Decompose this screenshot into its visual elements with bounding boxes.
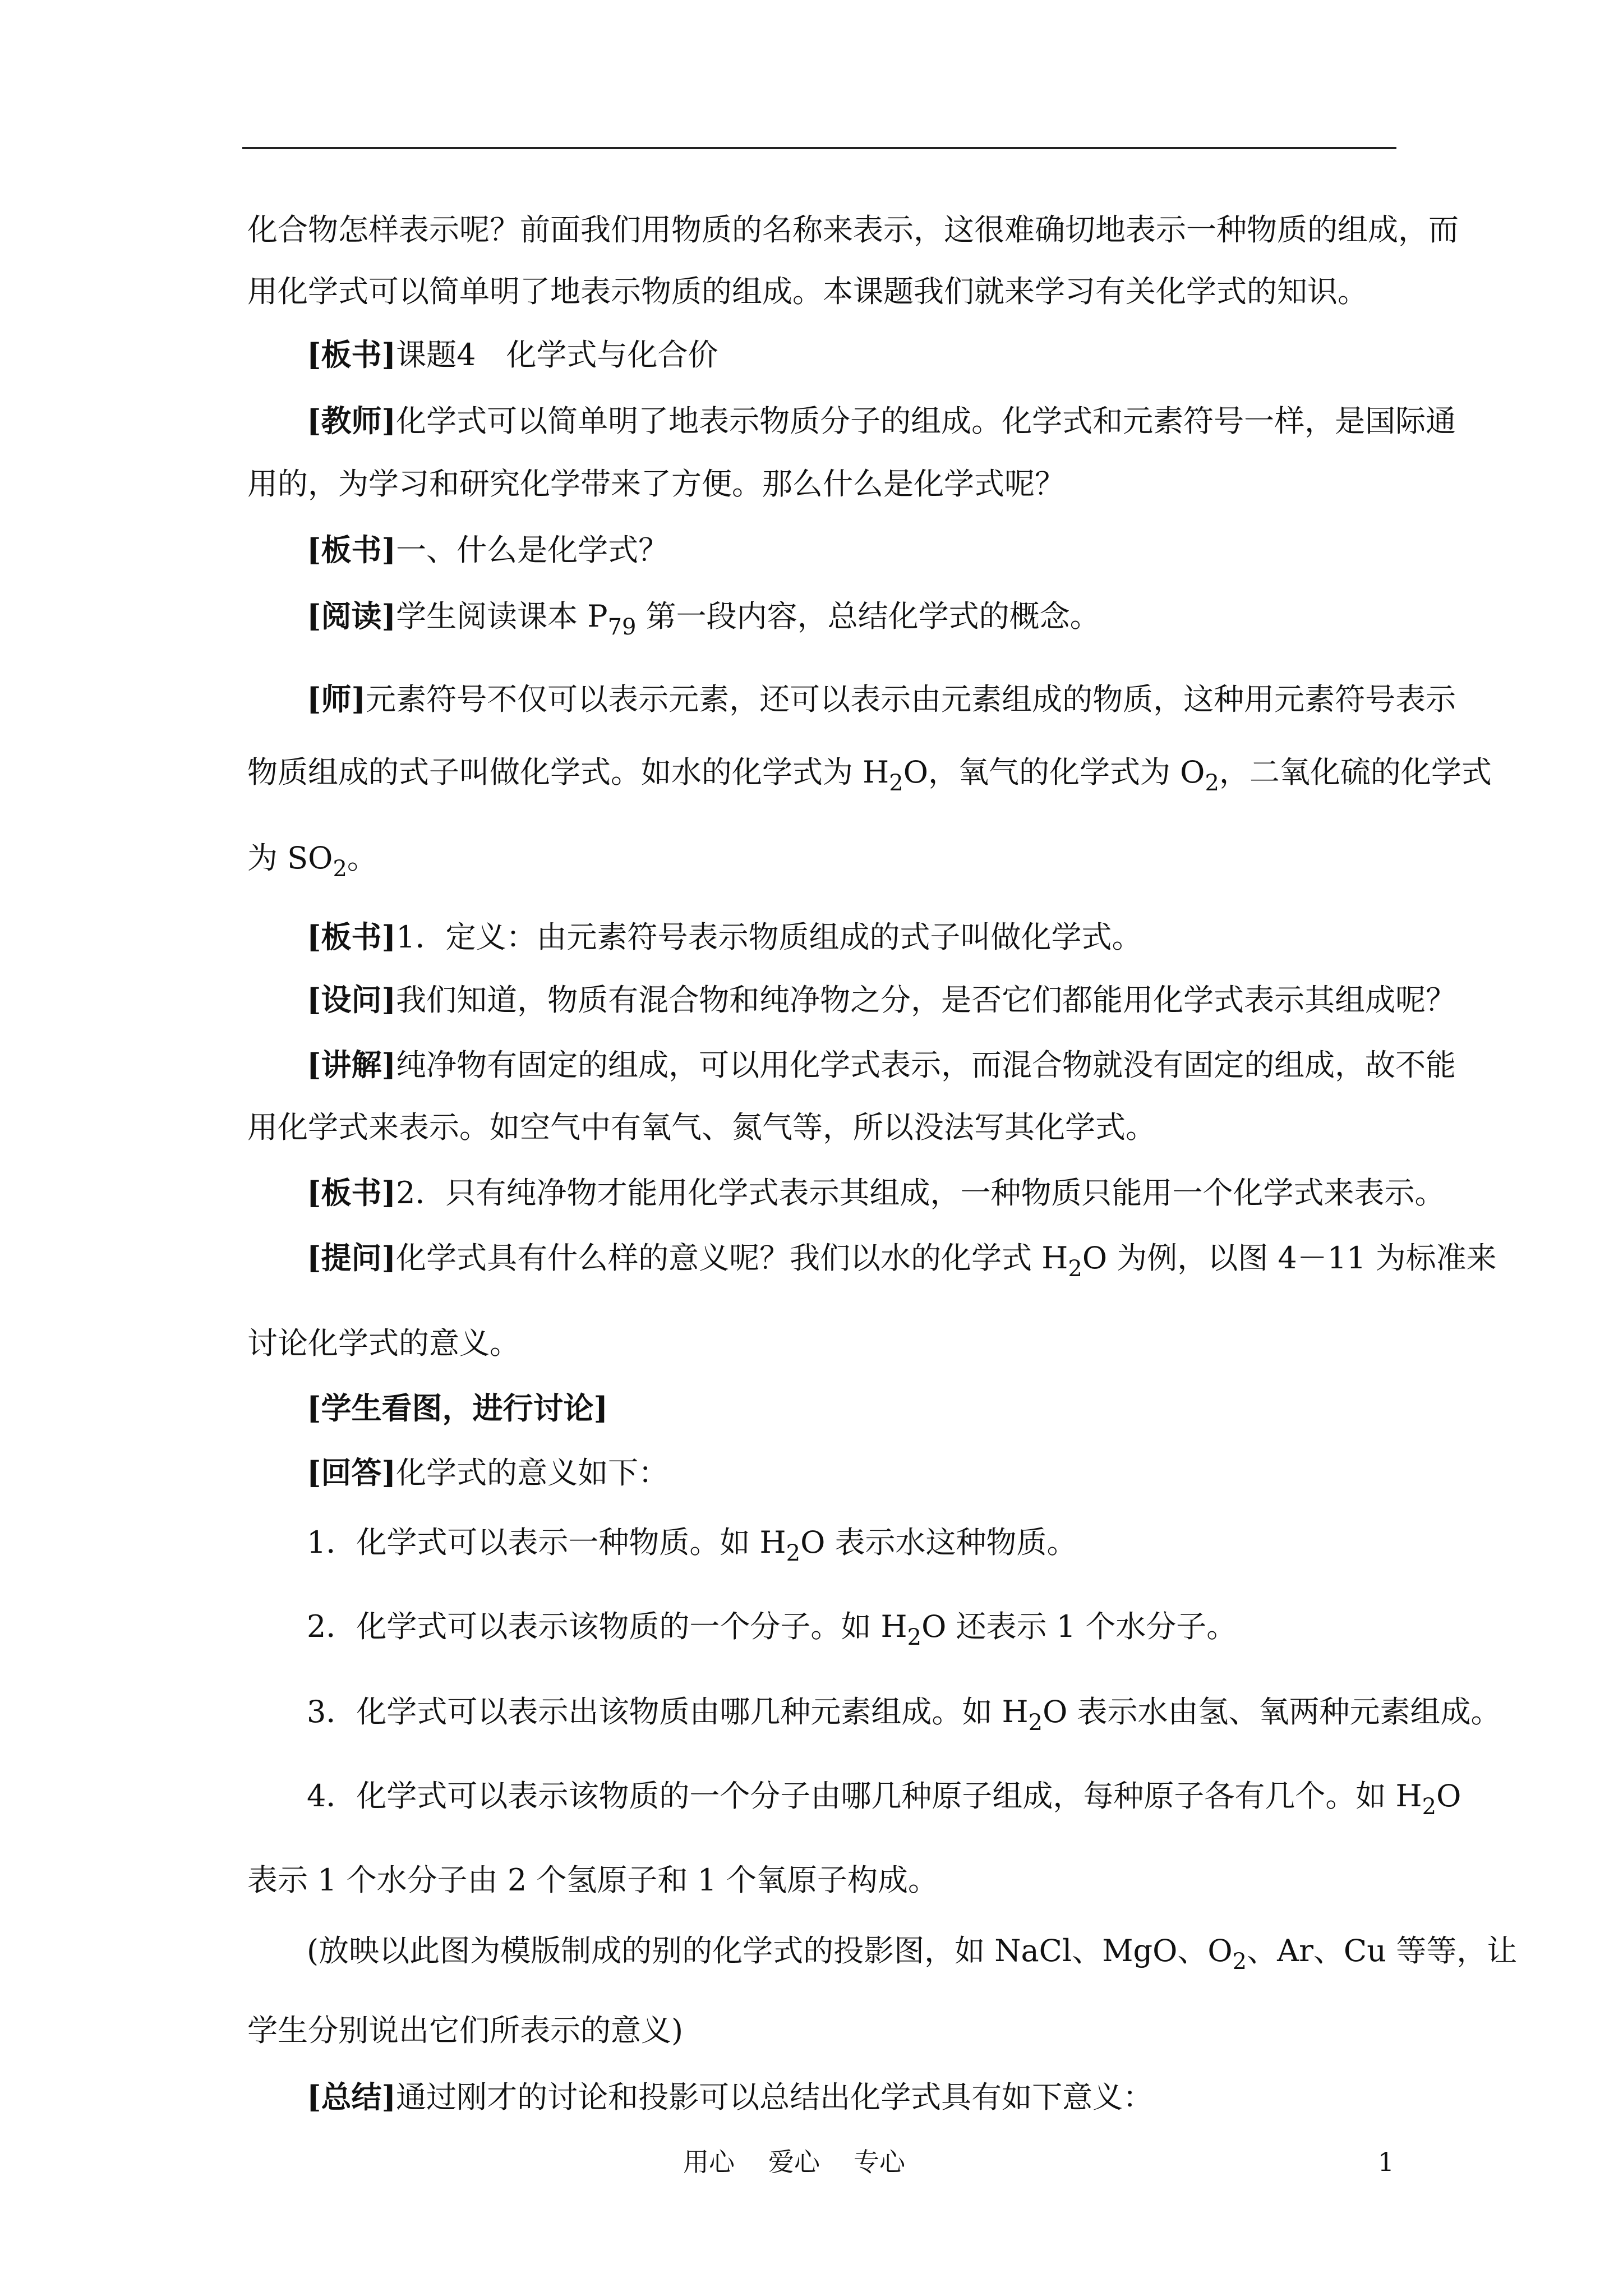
section-tag: [设问]	[307, 982, 396, 1018]
section-tag: [学生看图，进行讨论]	[307, 1390, 608, 1426]
reading-line: [阅读]学生阅读课本 $P_{79}$ 第一段内容，总结化学式的概念。	[307, 598, 1100, 640]
section-tag: [板书]	[307, 1175, 396, 1211]
explanation-line: [讲解]纯净物有固定的组成，可以用化学式表示，而混合物就没有固定的组成，故不能	[307, 1047, 1456, 1083]
question-line: [提问]化学式具有什么样的意义呢？我们以水的化学式 $H_2O$ 为例，以图 4－11 为标准来	[307, 1240, 1497, 1282]
section-tag: [提问]	[307, 1240, 396, 1276]
board-note-line: [板书]2．只有纯净物才能用化学式表示其组成，一种物质只能用一个化学式来表示。	[307, 1175, 1445, 1211]
footer-slogan: 专心	[854, 2147, 905, 2177]
summary-line: [总结]通过刚才的讨论和投影可以总结出化学式具有如下意义：	[307, 2079, 1154, 2115]
paragraph-line: 物质组成的式子叫做化学式。如水的化学式为 $H_2O$，氧气的化学式为 $O_2$，二氧化硫的化学式	[247, 754, 1492, 796]
paragraph-line: 表示 1 个水分子由 2 个氢原子和 1 个氧原子构成。	[247, 1862, 939, 1898]
teacher-line: [教师]化学式可以简单明了地表示物质分子的组成。化学式和元素符号一样，是国际通	[307, 403, 1456, 439]
section-tag: [板书]	[307, 337, 396, 372]
question-line: [设问]我们知道，物质有混合物和纯净物之分，是否它们都能用化学式表示其组成呢？	[307, 982, 1456, 1018]
section-tag: [阅读]	[307, 598, 396, 634]
list-item: 1．化学式可以表示一种物质。如 $H_2O$ 表示水这种物质。	[307, 1525, 1077, 1566]
section-tag: [讲解]	[307, 1047, 396, 1083]
teacher-line: [师]元素符号不仅可以表示元素，还可以表示由元素组成的物质，这种用元素符号表示	[307, 681, 1456, 717]
section-tag: [师]	[307, 681, 366, 717]
paragraph-line: 用的，为学习和研究化学带来了方便。那么什么是化学式呢？	[247, 466, 1065, 501]
page-number: 1	[1377, 2147, 1394, 2177]
board-note-line: [板书]一、什么是化学式？	[307, 532, 669, 568]
section-tag: [总结]	[307, 2079, 396, 2115]
paragraph-line: 讨论化学式的意义。	[247, 1326, 520, 1361]
section-tag: [回答]	[307, 1455, 396, 1490]
paragraph-line: (放映以此图为模版制成的别的化学式的投影图，如 NaCl、MgO、$O_2$、Ar、Cu 等等，让	[307, 1933, 1518, 1975]
paragraph-line: 用化学式可以简单明了地表示物质的组成。本课题我们就来学习有关化学式的知识。	[247, 274, 1368, 309]
footer-slogan: 爱心	[768, 2147, 820, 2177]
list-item: 2．化学式可以表示该物质的一个分子。如 $H_2O$ 还表示 1 个水分子。	[307, 1609, 1237, 1650]
section-tag: [板书]	[307, 919, 396, 955]
paragraph-line: 为 $SO_2$。	[247, 840, 377, 882]
paragraph-line: 化合物怎样表示呢？前面我们用物质的名称来表示，这很难确切地表示一种物质的组成，而	[247, 212, 1459, 247]
list-item: 3．化学式可以表示出该物质由哪几种元素组成。如 $H_2O$ 表示水由氢、氧两种元素组成。	[307, 1694, 1501, 1736]
paragraph-line: 用化学式来表示。如空气中有氧气、氮气等，所以没法写其化学式。	[247, 1110, 1156, 1145]
section-tag: [板书]	[307, 532, 396, 568]
header-rule	[242, 147, 1396, 149]
board-note-line: [板书]课题4 化学式与化合价	[307, 337, 718, 372]
footer-slogan: 用心	[683, 2147, 735, 2177]
board-note-line: [板书]1．定义：由元素符号表示物质组成的式子叫做化学式。	[307, 919, 1142, 955]
list-item: 4．化学式可以表示该物质的一个分子由哪几种原子组成，每种原子各有几个。如 $H_2O$	[307, 1778, 1461, 1820]
paragraph-line: 学生分别说出它们所表示的意义)	[247, 2013, 684, 2048]
answer-line: [回答]化学式的意义如下：	[307, 1455, 669, 1490]
discussion-line	[307, 1391, 1451, 1425]
section-tag: [教师]	[307, 403, 396, 439]
